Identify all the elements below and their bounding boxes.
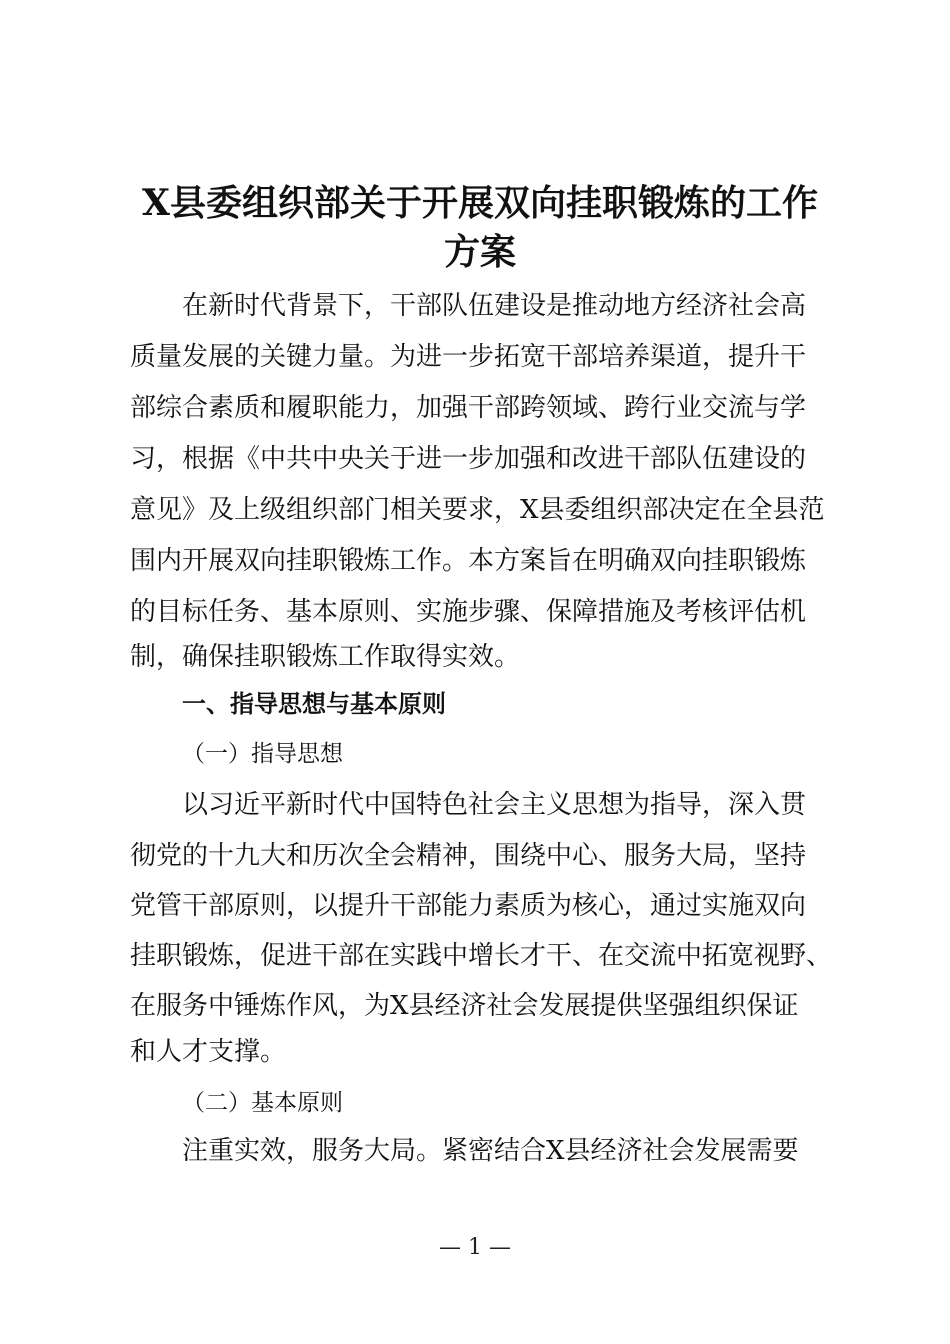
guiding-ideology-line: 和人才支撑。: [130, 1037, 287, 1067]
document-title-line-2: 方案: [443, 231, 516, 273]
guiding-ideology-line: 在服务中锤炼作风，为X县经济社会发展提供坚强组织保证: [130, 991, 799, 1021]
subsection-heading: （一）指导思想: [182, 741, 343, 767]
subsection-heading: （二）基本原则: [182, 1090, 343, 1116]
intro-paragraph-line: 的目标任务、基本原则、实施步骤、保障措施及考核评估机: [130, 597, 807, 627]
intro-paragraph-line: 习，根据《中共中央关于进一步加强和改进干部队伍建设的: [130, 444, 807, 474]
guiding-ideology-line: 彻党的十九大和历次全会精神，围绕中心、服务大局，坚持: [130, 841, 807, 871]
intro-paragraph-line: 制，确保挂职锻炼工作取得实效。: [130, 642, 521, 672]
intro-paragraph-line: 质量发展的关键力量。为进一步拓宽干部培养渠道，提升干: [130, 342, 807, 372]
document-title-line-1: X县委组织部关于开展双向挂职锻炼的工作: [142, 182, 818, 224]
page-number: — 1 —: [439, 1235, 511, 1260]
intro-paragraph-line: 围内开展双向挂职锻炼工作。本方案旨在明确双向挂职锻炼: [130, 546, 807, 576]
intro-paragraph-line: 意见》及上级组织部门相关要求，X县委组织部决定在全县范: [130, 495, 825, 525]
section-heading: 一、指导思想与基本原则: [182, 690, 446, 718]
guiding-ideology-line: 以习近平新时代中国特色社会主义思想为指导，深入贯: [182, 790, 807, 820]
guiding-ideology-line: 挂职锻炼，促进干部在实践中增长才干、在交流中拓宽视野、: [130, 941, 833, 971]
intro-paragraph-line: 部综合素质和履职能力，加强干部跨领域、跨行业交流与学: [130, 393, 807, 423]
intro-paragraph-line: 在新时代背景下，干部队伍建设是推动地方经济社会高: [182, 291, 807, 321]
guiding-ideology-line: 党管干部原则，以提升干部能力素质为核心，通过实施双向: [130, 891, 807, 921]
basic-principles-line: 注重实效，服务大局。紧密结合X县经济社会发展需要: [182, 1136, 799, 1166]
